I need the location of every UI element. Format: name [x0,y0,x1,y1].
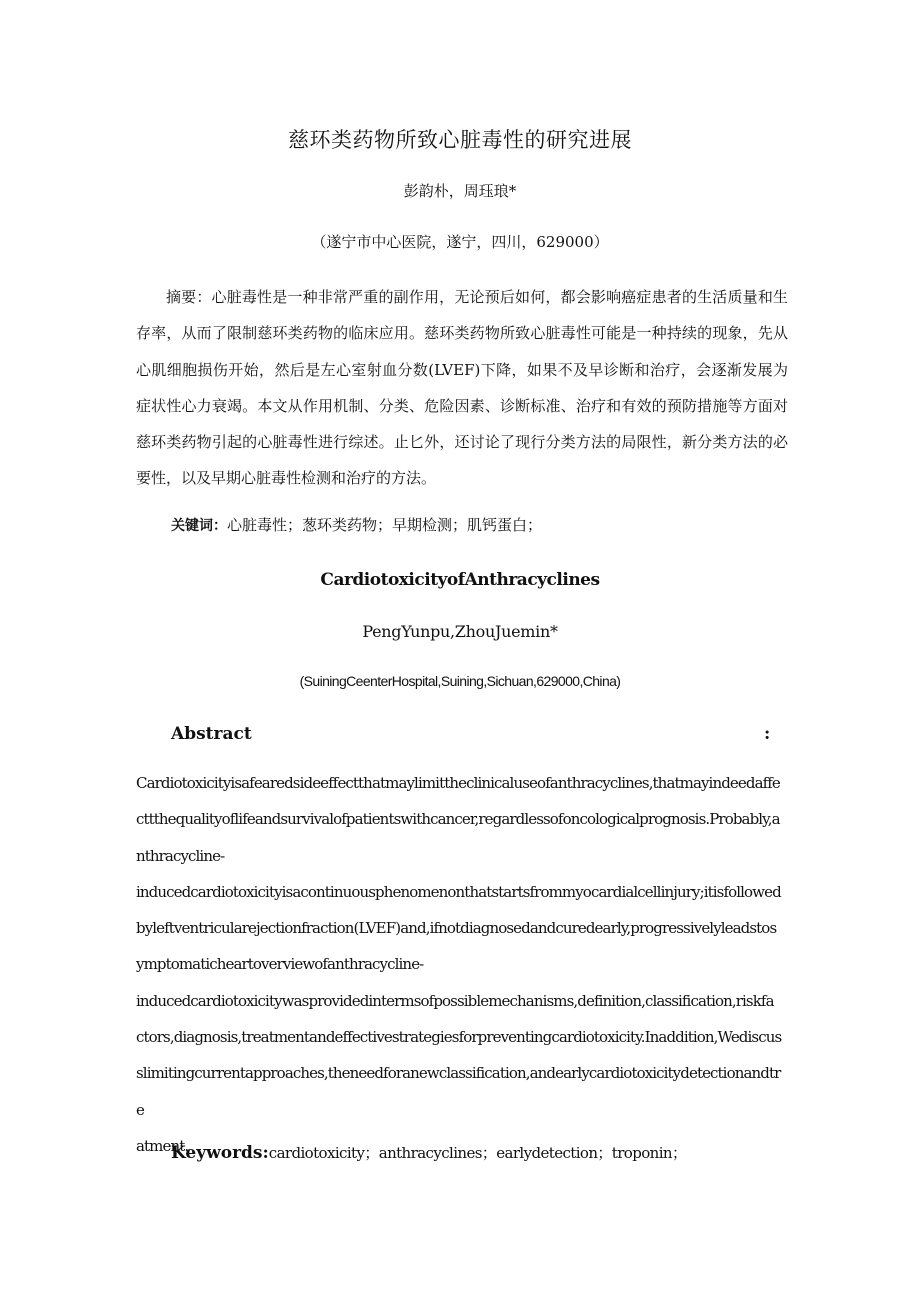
chinese-authors: 彭韵朴，周珏琅* [403,182,517,200]
abstract-line: inducedcardiotoxicitywasprovidedintermsofpossiblemechanisms,definition,classification,riskfa [136,991,774,1010]
chinese-keywords-text: 心脏毒性；葱环类药物；早期检测；肌钙蛋白； [227,516,543,534]
english-affiliation: (SuiningCeenterHospital,Suining,Sichuan,629000,China) [299,673,621,689]
english-authors: PengYunpu,ZhouJuemin* [362,622,558,641]
english-title: CardiotoxicityofAnthracyclines [320,570,600,590]
abstract-line: ctors,diagnosis,treatmentandeffectivestrategiesforpreventingcardiotoxicity.Inaddition,Wediscus [136,1028,782,1047]
chinese-abstract: 摘要：心脏毒性是一种非常严重的副作用，无论预后如何，都会影响癌症患者的生活质量和生存率，从而了限制慈环类药物的临床应用。慈环类药物所致心脏毒性可能是一种持续的现象，先从心肌细胞损伤开始，然后是左心室射血分数(LVEF)下降，如果不及早诊断和治疗，会逐渐发展为症状性心力衰竭。本文从作用机制、分类、危险因素、诊断标准、治疗和有效的预防措施等方面对慈环类药物引起的心脏毒性进行综述。止匕外，还讨论了现行分类方法的局限性，新分类方法的必要性，以及早期心脏毒性检测和治疗的方法。 [136,288,788,488]
abstract-line: cttthequalityoflifeandsurvivalofpatientswithcancer,regardlessofoncologicalprognosis.Probably,a [136,810,780,829]
abstract-line: slimitingcurrentapproaches,theneedforanewclassification,andearlycardiotoxicitydetectionandtre [136,1064,781,1119]
english-abstract-heading: Abstract [171,724,252,744]
chinese-keywords [171,514,542,535]
abstract-line: byleftventricularejectionfraction(LVEF)and,ifnotdiagnosedandcuredearly,progressivelyleadstos [136,919,777,938]
english-abstract [136,765,788,1164]
english-abstract-colon: : [764,724,771,744]
abstract-line: Cardiotoxicityisafearedsideeffectthatmaylimittheclinicaluseofanthracyclines,thatmayindeedaffe [136,774,780,792]
english-keywords-label: Keywords: [171,1143,269,1163]
abstract-line: inducedcardiotoxicityisacontinuousphenomenonthatstartsfrommyocardialcellinjury;itisfollowed [136,882,781,901]
english-keywords [171,1142,686,1163]
english-keywords-text: cardiotoxicity；anthracyclines；earlydetection；troponin； [268,1144,687,1162]
abstract-line: nthracycline- [136,846,225,865]
chinese-affiliation: （遂宁市中心医院，遂宁，四川，629000） [311,233,609,251]
abstract-line: ymptomaticheartoverviewofanthracycline- [136,955,424,974]
chinese-keywords-label: 关键词： [171,518,227,534]
chinese-title: 慈环类药物所致心脏毒性的研究进展 [288,128,632,152]
abstract-line: atment. [136,1136,189,1155]
